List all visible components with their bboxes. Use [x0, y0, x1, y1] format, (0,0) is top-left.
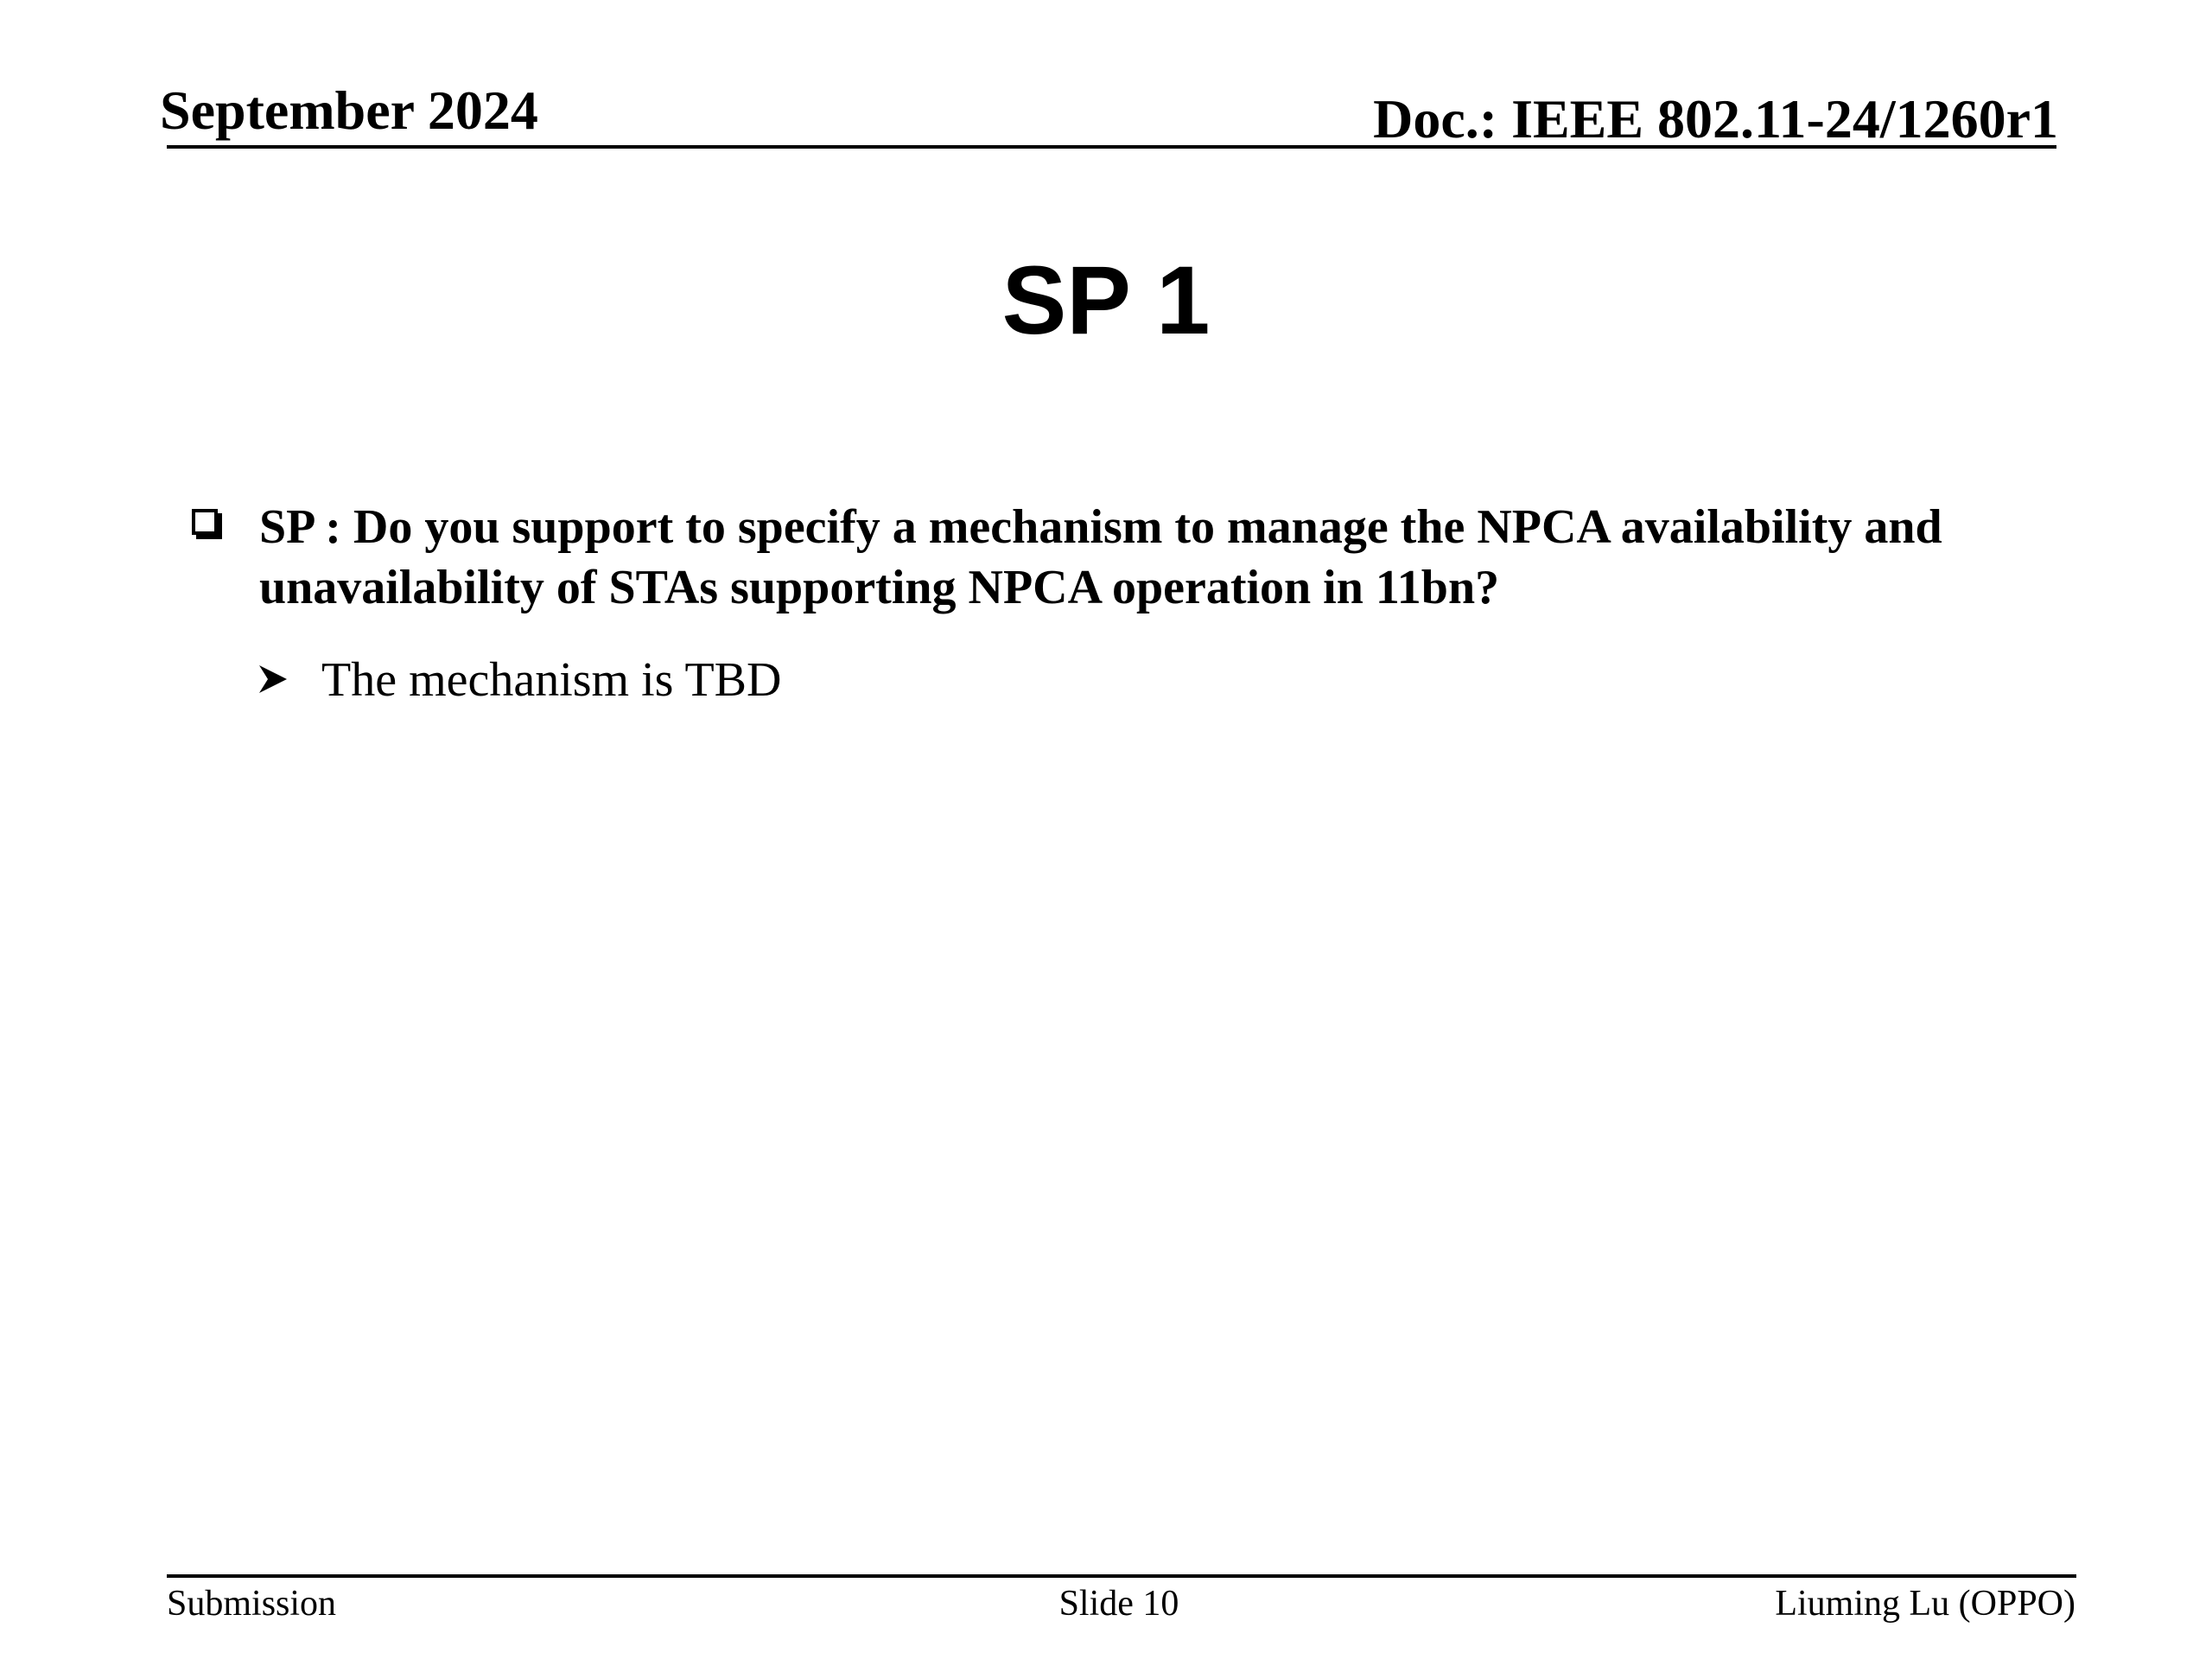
footer-divider	[167, 1574, 2076, 1578]
bullet-text: SP : Do you support to specify a mechanism to manage the NPCA availability and unavailability of STAs supporting NPCA operation in 11bn?	[259, 500, 1942, 614]
header-date: September 2024	[160, 79, 538, 141]
header-divider	[167, 145, 2056, 149]
sub-bullet-text: The mechanism is TBD	[321, 653, 782, 707]
footer-slide-number: Slide 10	[1058, 1584, 1179, 1624]
slide-title: SP 1	[1001, 246, 1211, 354]
footer-author: Liuming Lu (OPPO)	[1775, 1584, 2075, 1624]
sub-bullet-item	[257, 650, 1554, 710]
checkbox-square-icon	[192, 509, 218, 535]
header-doc-id: Doc.: IEEE 802.11-24/1260r1	[1373, 88, 2058, 149]
arrowhead-bullet-icon	[257, 664, 289, 695]
footer-submission: Submission	[167, 1584, 337, 1624]
